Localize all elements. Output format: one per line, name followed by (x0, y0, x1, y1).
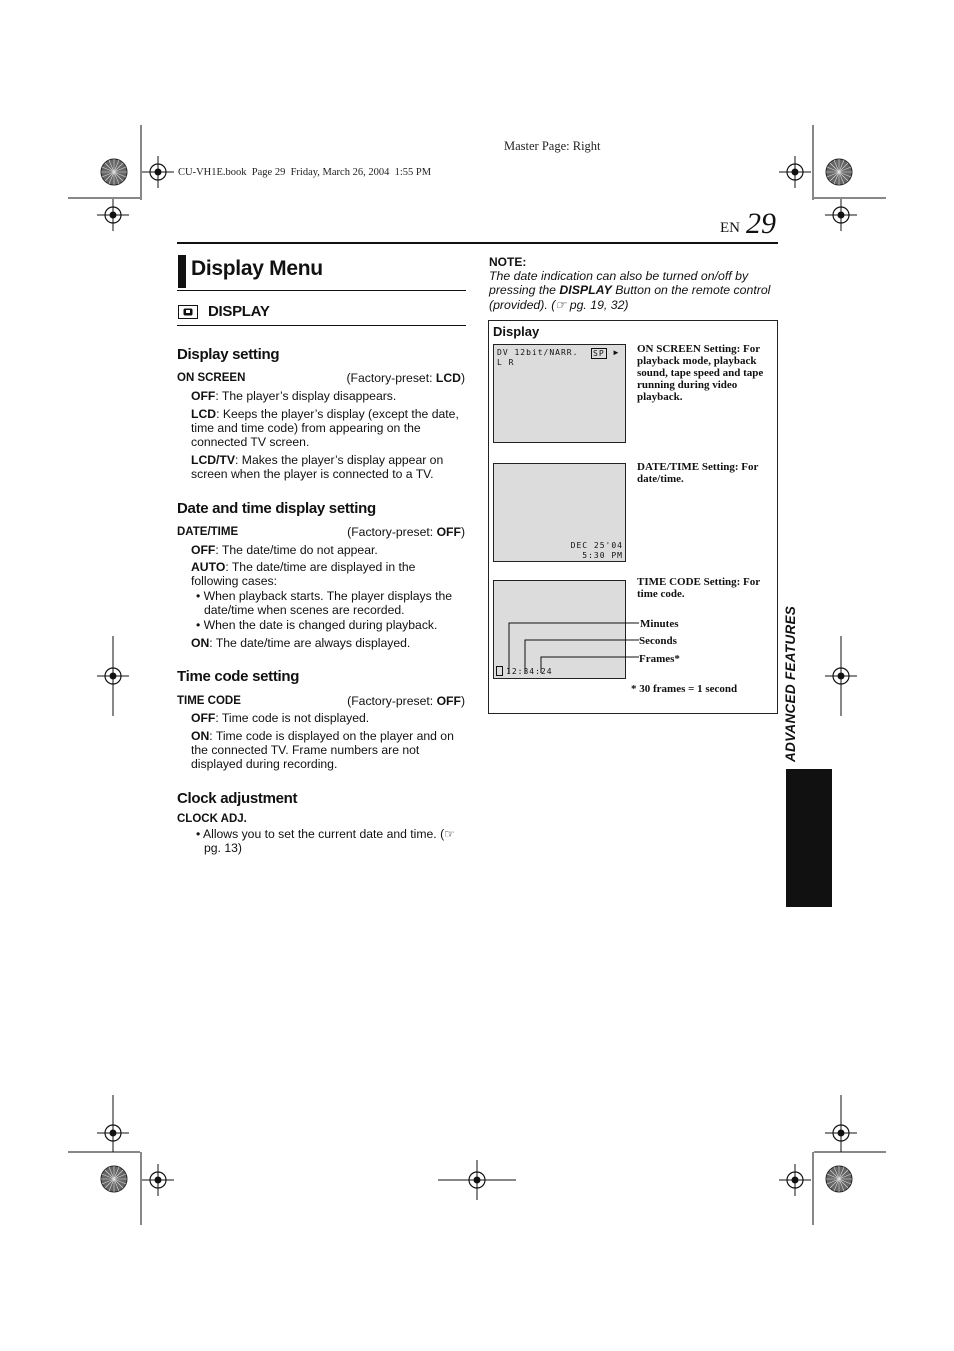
time-code-on: ON: Time code is displayed on the player and on the connected TV. Frame numbers are not displayed during recording. (191, 729, 454, 772)
page-number: 29 (746, 207, 776, 240)
on-screen-off: OFF: The player’s display disappears. (191, 389, 397, 403)
seconds-label: Seconds (639, 635, 677, 647)
time-code-preset: (Factory-preset: OFF) (347, 694, 465, 708)
title-bar-marker (178, 255, 186, 288)
menu-rule (177, 325, 466, 326)
play-icon: ► (612, 348, 621, 357)
clock-item: CLOCK ADJ. (177, 813, 247, 825)
time-code-off: OFF: Time code is not displayed. (191, 711, 370, 725)
screen3-caption: TIME CODE Setting: For time code. (637, 576, 760, 600)
date-time-on: ON: The date/time are always displayed. (191, 636, 411, 650)
screen2-time: 5:30 PM (582, 551, 623, 560)
master-page-label: Master Page: Right (504, 139, 601, 153)
on-screen-item: ON SCREEN (177, 372, 246, 384)
screen-on-screen-example (493, 344, 626, 443)
on-screen-preset: (Factory-preset: LCD) (346, 371, 465, 385)
clock-heading: Clock adjustment (177, 790, 298, 807)
date-time-preset: (Factory-preset: OFF) (347, 525, 465, 539)
section-tab-block (786, 769, 832, 907)
screen1-sp-badge: SP (593, 349, 605, 358)
screen1-mode-text: DV 12bit/NARR. (497, 348, 579, 357)
screen1-caption: ON SCREEN Setting: For playback mode, playback sound, tape speed and tape running during video playback. (637, 343, 764, 403)
screen1-channel-text: L R (497, 358, 515, 367)
screen2-date: DEC 25'04 (570, 541, 623, 550)
date-time-off: OFF: The date/time do not appear. (191, 543, 378, 557)
display-box-title: Display (493, 324, 540, 339)
screen3-time-code: 12:34:24 (506, 667, 553, 676)
clock-bullet: • Allows you to set the current date and time. (☞ pg. 13) (196, 827, 456, 856)
screen-date-time-example (493, 463, 626, 562)
date-time-bullet-2: • When the date is changed during playback. (196, 618, 438, 632)
header-rule (177, 242, 778, 244)
language-label: EN (720, 220, 740, 236)
time-code-heading: Time code setting (177, 668, 300, 685)
time-code-callout-lines (489, 611, 649, 691)
on-screen-lcdtv: LCD/TV: Makes the player’s display appear on screen when the player is connected to a TV. (191, 453, 444, 482)
screen2-caption: DATE/TIME Setting: For date/time. (637, 461, 759, 485)
frames-footnote: * 30 frames = 1 second (631, 683, 738, 695)
note-text: The date indication can also be turned on/off by pressing the DISPLAY Button on the remote control (provided). (☞ pg. 19, 32) (489, 269, 771, 312)
time-code-item: TIME CODE (177, 695, 241, 707)
date-time-item: DATE/TIME (177, 526, 239, 538)
frames-label: Frames* (639, 653, 680, 665)
display-setting-heading: Display setting (177, 346, 280, 363)
side-tab-label: ADVANCED FEATURES (783, 605, 798, 762)
menu-name: DISPLAY (208, 303, 270, 320)
date-time-auto: AUTO: The date/time are displayed in the following cases: (191, 560, 416, 589)
note-heading: NOTE: (489, 255, 527, 269)
book-info-line: CU-VH1E.book Page 29 Friday, March 26, 2004 1:55 PM (178, 167, 432, 178)
title-rule (177, 290, 466, 291)
on-screen-lcd: LCD: Keeps the player’s display (except the date, time and time code) from appearing on the connected TV screen. (191, 407, 459, 450)
display-illustration-box (488, 320, 778, 714)
page-title: Display Menu (191, 257, 323, 280)
date-time-bullet-1: • When playback starts. The player displays the date/time when scenes are recorded. (196, 589, 453, 618)
date-time-heading: Date and time display setting (177, 500, 376, 517)
minutes-label: Minutes (640, 618, 679, 630)
display-menu-icon (178, 305, 198, 319)
